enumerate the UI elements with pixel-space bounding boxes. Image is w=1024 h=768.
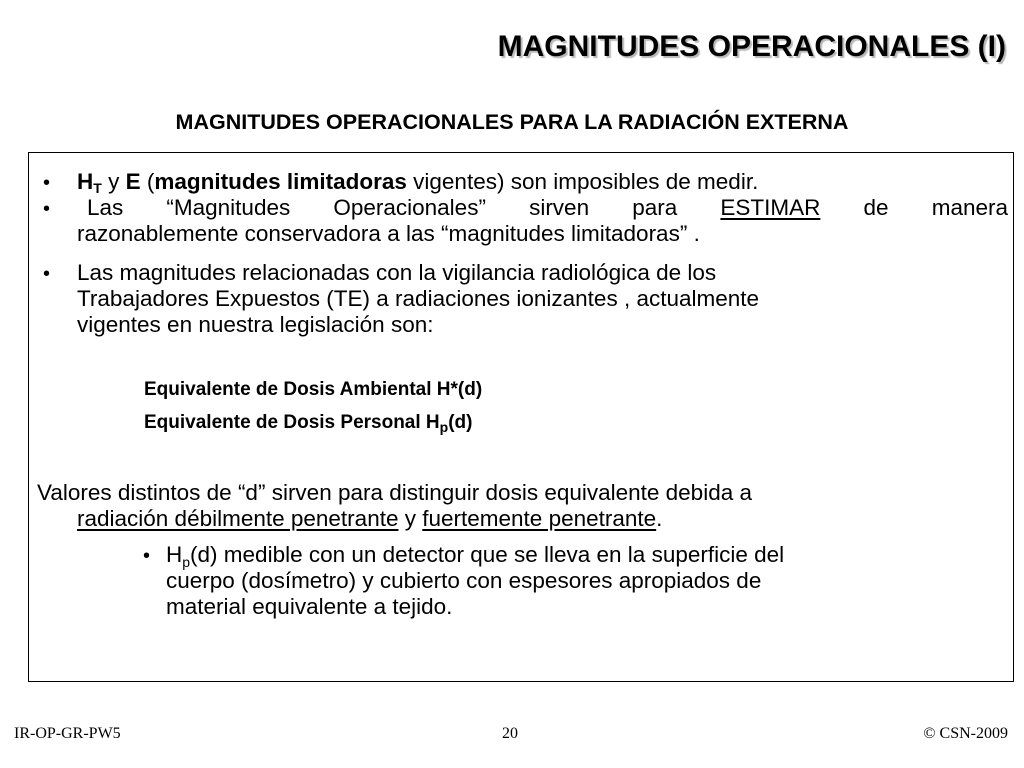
slide-title: MAGNITUDES OPERACIONALES (I) xyxy=(497,30,1006,63)
p5-line-3: material equivalente a tejido. xyxy=(166,594,453,619)
p1-y: y xyxy=(101,169,126,194)
p5-subscript-p: p xyxy=(182,554,191,570)
p5-l1: (d) medible con un detector que se lleva en la superficie del xyxy=(190,542,785,567)
footer-code: IR-OP-GR-PW5 xyxy=(14,725,121,742)
p1-h: H xyxy=(77,169,94,194)
p4-strong-penetrating: fuertemente penetrante xyxy=(422,506,657,531)
bullet-1: • xyxy=(43,172,51,194)
p2-line-2: razonablemente conservadora a las “magnitudes limitadoras” . xyxy=(77,221,700,246)
slide-subtitle: MAGNITUDES OPERACIONALES PARA LA RADIACIÓN EXTERNA xyxy=(175,110,849,134)
p2-estimar: ESTIMAR xyxy=(720,195,821,220)
p1-open: ( xyxy=(140,169,155,194)
p3-line-2: Trabajadores Expuestos (TE) a radiaciones ionizantes , actualmente xyxy=(77,286,760,311)
p3-line-3: vigentes en nuestra legislación son: xyxy=(77,312,434,337)
p1-rest: vigentes) son imposibles de medir. xyxy=(406,169,759,194)
eq2-pre: Equivalente de Dosis Personal H xyxy=(144,412,440,433)
eq2-post: (d) xyxy=(448,412,473,433)
footer-copyright: © CSN-2009 xyxy=(923,725,1008,742)
p4-line-2 xyxy=(77,506,662,531)
p4-weak-penetrating: radiación débilmente penetrante xyxy=(77,506,399,531)
p1-e: E xyxy=(125,169,141,194)
equation-ambient-dose: Equivalente de Dosis Ambiental H*(d) xyxy=(144,379,483,400)
equation-personal-dose xyxy=(144,412,472,435)
p4-mid: y xyxy=(398,506,423,531)
p4-end: . xyxy=(656,506,663,531)
p3-line-1: Las magnitudes relacionadas con la vigilancia radiológica de los xyxy=(77,260,717,285)
p1-bold-term: magnitudes limitadoras xyxy=(154,169,407,194)
p5-h: H xyxy=(166,542,183,567)
eq2-subscript-p: p xyxy=(439,419,449,435)
p5-line-2: cuerpo (dosímetro) y cubierto con espesores apropiados de xyxy=(166,568,762,593)
bullet-2: • xyxy=(43,198,51,220)
p2-l1b: de manera xyxy=(820,195,1008,220)
sub-bullet: • xyxy=(143,545,151,567)
p2-l1a: Las “Magnitudes Operacionales” sirven para xyxy=(87,195,721,220)
page-number: 20 xyxy=(502,725,518,742)
p2-line-1 xyxy=(87,195,1008,220)
p1-subscript-t: T xyxy=(93,180,102,196)
bullet-3: • xyxy=(43,263,51,285)
p4-line-1: Valores distintos de “d” sirven para distinguir dosis equivalente debida a xyxy=(37,480,752,505)
